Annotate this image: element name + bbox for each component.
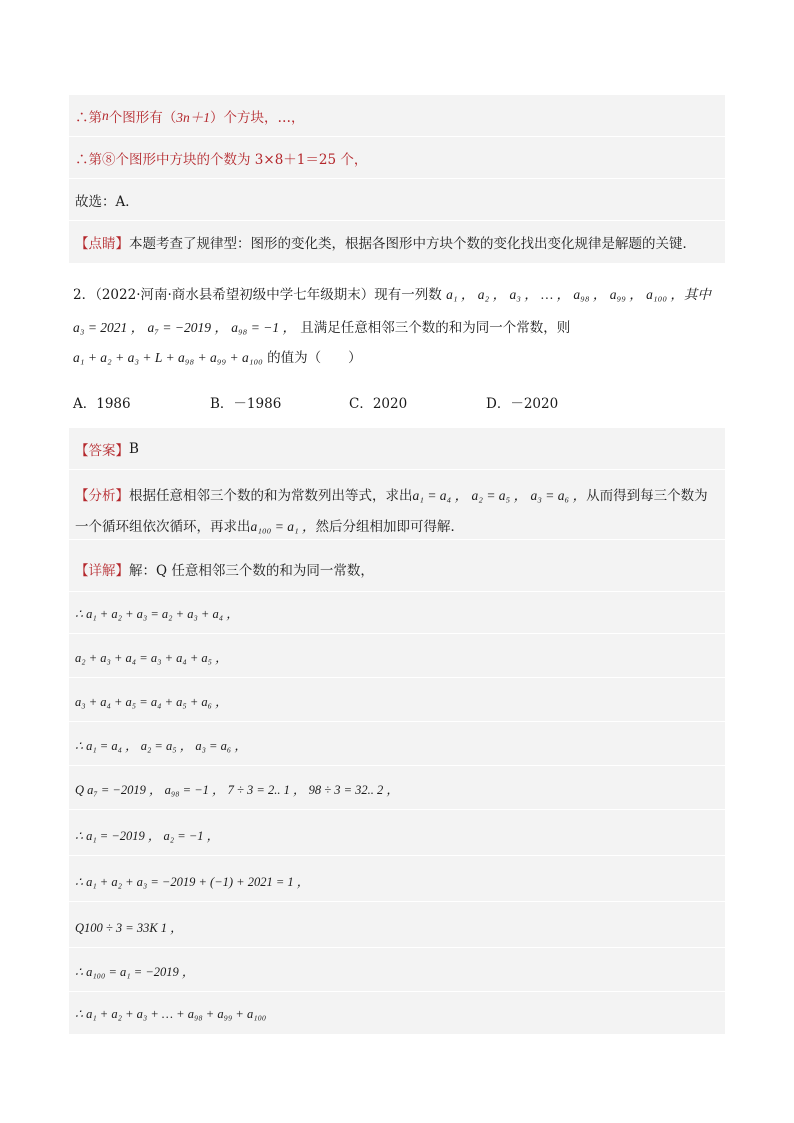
question-2-line-1 (73, 283, 711, 303)
comment-text: 本题考查了规律型：图形的变化类，根据各图形中方块个数的变化找出变化规律是解题的关键． (129, 236, 696, 252)
comment-line (69, 221, 725, 263)
detail-tag: 【详解】 (75, 562, 129, 579)
answer-tag: 【答案】 (75, 442, 129, 459)
sum-expression-math: a₁ + a₂ + a₃ + L + a₉₈ + a₉₉ + a₁₀₀ (73, 350, 263, 365)
answer-panel-q2 (69, 428, 725, 1034)
solution-panel-q1 (69, 95, 725, 263)
analysis-text: 一个循环组依次循环，再求出 (75, 518, 251, 535)
option-d[interactable]: D．－2020 (486, 396, 559, 412)
option-a[interactable]: A．1986 (73, 396, 131, 412)
question-2-line-2 (73, 316, 570, 336)
math-n: n (102, 107, 109, 123)
solution-line-3: 故选：A． (69, 179, 725, 221)
answer-line (69, 428, 725, 470)
step-7: ∴ a₁ + a₂ + a₃ = −2019 + (−1) + 2021 = 1 ， (69, 860, 725, 902)
question-text: 2．（2022·河南·商水县希望初级中学七年级期末）现有一列数 (73, 287, 442, 303)
answer-value: B (129, 440, 139, 457)
text-fragment: ∴第 (75, 109, 102, 126)
step-8: Q100 ÷ 3 = 33K 1 ， (69, 906, 725, 948)
solution-line-1 (69, 95, 725, 137)
comment-tag: 【点睛】 (75, 236, 129, 252)
question-2-line-3 (73, 346, 362, 366)
step-2: a₂ + a₃ + a₄ = a₃ + a₄ + a₅ ， (69, 636, 725, 678)
step-1: ∴ a₁ + a₂ + a₃ = a₂ + a₃ + a₄ ， (69, 592, 725, 634)
step-3: a₃ + a₄ + a₅ = a₄ + a₅ + a₆ ， (69, 680, 725, 722)
question-text: 的值为（ ） (267, 350, 362, 366)
step-10: ∴ a₁ + a₂ + a₃ + … + a₉₈ + a₉₉ + a₁₀₀ (75, 1007, 267, 1021)
detail-line (69, 546, 725, 592)
given-values-math: a₃ = 2021 ， a₇ = −2019 ， a₉₈ = −1 ， (73, 320, 296, 335)
option-c[interactable]: C．2020 (349, 396, 408, 412)
math-expr: 3n＋1 (176, 109, 210, 125)
detail-text: 解：Q 任意相邻三个数的和为同一常数， (129, 562, 374, 579)
analysis-math: a₁ = a₄ ， a₂ = a₅ ， a₃ = a₆ ， (412, 488, 587, 503)
solution-line-2: ∴第⑧个图形中方块的个数为 3×8＋1＝25 个， (69, 137, 725, 179)
text-fragment: 个图形有（ (108, 109, 177, 126)
sequence-math: a₁ ， a₂ ， a₃ ， … ， a₉₈ ， a₉₉ ， a₁₀₀ ，其中 (446, 287, 711, 302)
analysis-text: 根据任意相邻三个数的和为常数列出等式，求出 (129, 488, 413, 504)
step-9: ∴ a₁₀₀ = a₁ = −2019 ， (69, 950, 725, 992)
analysis-math: a₁₀₀ = a₁ ， (250, 518, 316, 534)
step-5: Q a₇ = −2019 ， a₉₈ = −1 ， 7 ÷ 3 = 2.. 1 ， 98 ÷ 3 = 32.. 2 ， (69, 768, 725, 810)
analysis-text: 然后分组相加即可得解． (315, 518, 465, 535)
analysis-tag: 【分析】 (75, 488, 129, 504)
option-b[interactable]: B．－1986 (210, 396, 282, 412)
step-4: ∴ a₁ = a₄ ， a₂ = a₅ ， a₃ = a₆ ， (69, 724, 725, 766)
text-fragment: ）个方块，…， (210, 109, 305, 126)
question-text: 且满足任意相邻三个数的和为同一个常数，则 (300, 320, 571, 336)
analysis-line-2 (69, 510, 725, 540)
analysis-text: 从而得到每三个数为 (586, 488, 708, 504)
step-6: ∴ a₁ = −2019 ， a₂ = −1 ， (69, 814, 725, 856)
